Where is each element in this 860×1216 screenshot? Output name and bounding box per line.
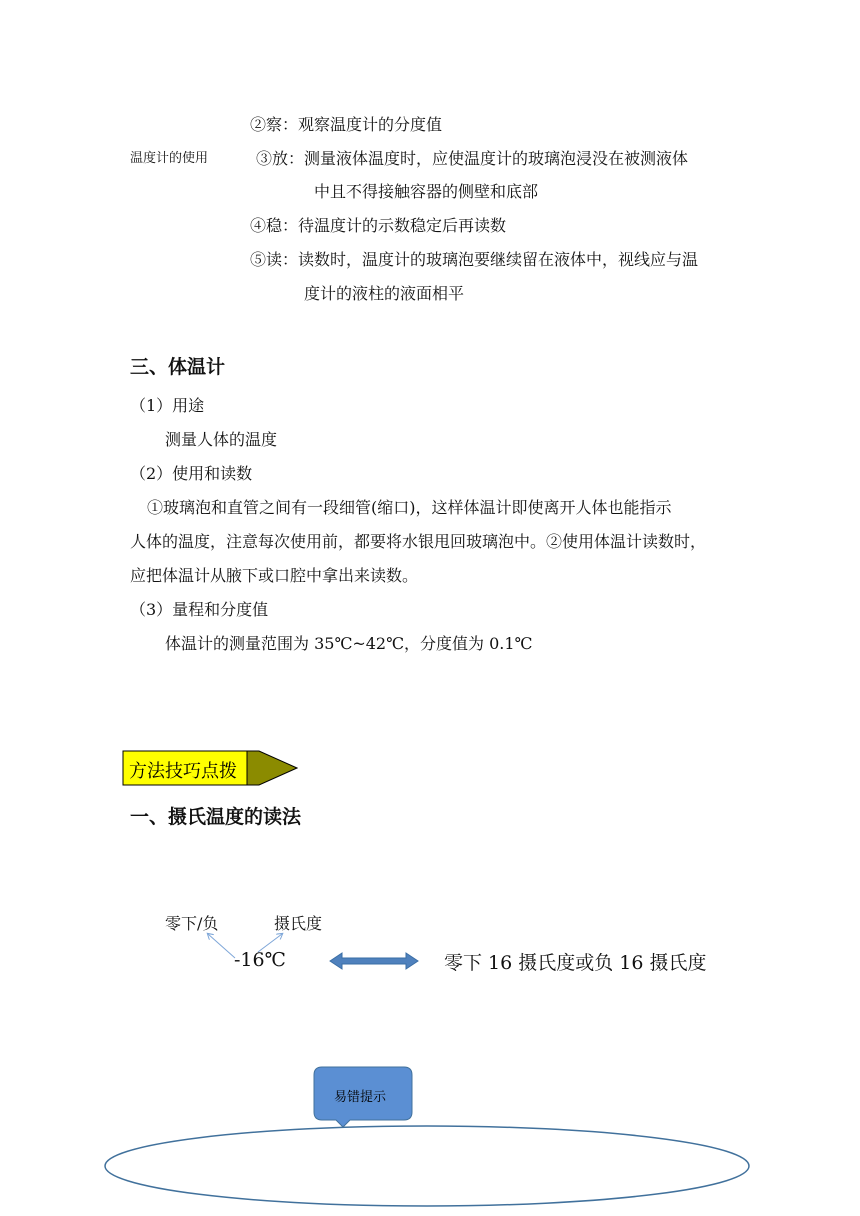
section3-sub2-line1: ①玻璃泡和直管之间有一段细管(缩口)，这样体温计即使离开人体也能指示 <box>147 498 672 517</box>
usage-side-label: 温度计的使用 <box>130 151 209 166</box>
section3-sub3-title: （3）量程和分度值 <box>130 600 269 619</box>
section3-sub1-title: （1）用途 <box>130 396 205 415</box>
temperature-reading: 零下 16 摄氏度或负 16 摄氏度 <box>444 952 707 974</box>
usage-item-observe: ②察：观察温度计的分度值 <box>250 115 443 134</box>
usage-item-place-line2: 中且不得接触容器的侧壁和底部 <box>314 182 539 201</box>
section3-sub2-line2: 人体的温度，注意每次使用前，都要将水银甩回玻璃泡中。②使用体温计读数时， <box>130 532 707 551</box>
usage-item-stable: ④稳：待温度计的示数稳定后再读数 <box>250 216 507 235</box>
usage-item-place-line1: ③放：测量液体温度时，应使温度计的玻璃泡浸没在被测液体 <box>256 149 689 168</box>
tips-banner-label: 方法技巧点拨 <box>129 761 237 782</box>
tips-heading: 一、摄氏温度的读法 <box>130 806 302 828</box>
label-negative: 零下/负 <box>165 914 219 933</box>
section3-sub1-body: 测量人体的温度 <box>165 430 278 449</box>
section3-sub3-body: 体温计的测量范围为 35℃~42℃，分度值为 0.1℃ <box>165 634 533 653</box>
label-celsius: 摄氏度 <box>274 914 323 933</box>
callout-label: 易错提示 <box>334 1090 387 1105</box>
section3-sub2-line3: 应把体温计从腋下或口腔中拿出来读数。 <box>130 566 419 585</box>
section3-heading: 三、体温计 <box>130 356 226 378</box>
section3-sub2-title: （2）使用和读数 <box>130 464 253 483</box>
temperature-value: -16℃ <box>234 949 286 971</box>
usage-item-read-line2: 度计的液柱的液面相平 <box>304 284 465 303</box>
tip-ellipse <box>105 1126 749 1206</box>
usage-item-read-line1: ⑤读：读数时，温度计的玻璃泡要继续留在液体中，视线应与温 <box>250 250 699 269</box>
